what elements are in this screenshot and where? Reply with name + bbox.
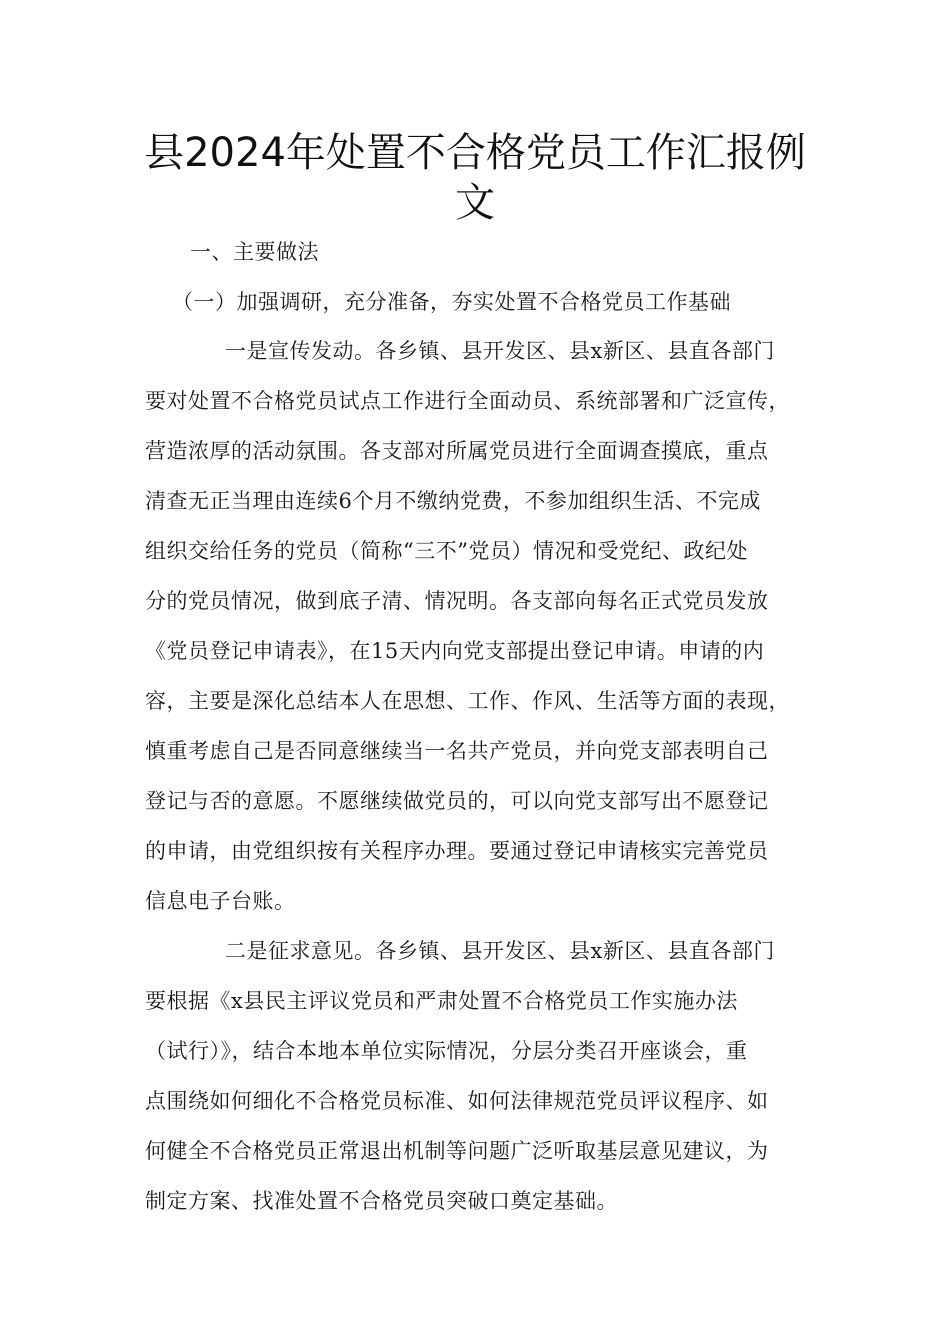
paragraph-line: 登记与否的意愿。不愿继续做党员的，可以向党支部写出不愿登记 [145,789,769,813]
paragraph-line: 慎重考虑自己是否同意继续当一名共产党员，并向党支部表明自己 [145,739,769,763]
paragraph-consultation [145,926,835,1226]
paragraph-line: 组织交给任务的党员（简称“三不”党员）情况和受党纪、政纪处 [145,539,748,563]
paragraph-line: 的申请，由党组织按有关程序办理。要通过登记申请核实完善党员 [145,839,769,863]
section-heading: 一、主要做法 [190,240,319,264]
paragraph-line: 制定方案、找准处置不合格党员突破口奠定基础。 [145,1189,618,1213]
paragraph-propaganda [145,326,835,926]
paragraph-line: 营造浓厚的活动氛围。各支部对所属党员进行全面调查摸底，重点 [145,439,769,463]
subsection-heading: （一）加强调研，充分准备，夯实处置不合格党员工作基础 [172,290,731,314]
document-title [0,128,950,228]
paragraph-line: 要根据《x县民主评议党员和严肃处置不合格党员工作实施办法 [145,989,738,1013]
paragraph-line: 《党员登记申请表》，在15天内向党支部提出登记申请。申请的内 [145,639,765,663]
paragraph-line: 分的党员情况，做到底子清、情况明。各支部向每名正式党员发放 [145,589,769,613]
paragraph-line: 容，主要是深化总结本人在思想、工作、作风、生活等方面的表现， [145,689,790,713]
title-line: 县2024年处置不合格党员工作汇报例 [144,130,806,176]
title-line: 文 [455,180,495,226]
paragraph-line: 何健全不合格党员正常退出机制等问题广泛听取基层意见建议，为 [145,1139,769,1163]
paragraph-line: 二是征求意见。各乡镇、县开发区、县x新区、县直各部门 [225,939,775,963]
paragraph-line: 清查无正当理由连续6个月不缴纳党费，不参加组织生活、不完成 [145,489,761,513]
paragraph-line: 一是宣传发动。各乡镇、县开发区、县x新区、县直各部门 [225,339,775,363]
paragraph-line: 信息电子台账。 [145,889,296,913]
paragraph-line: 要对处置不合格党员试点工作进行全面动员、系统部署和广泛宣传， [145,389,790,413]
paragraph-line: （试行）》，结合本地本单位实际情况，分层分类召开座谈会，重 [145,1039,748,1063]
paragraph-line: 点围绕如何细化不合格党员标准、如何法律规范党员评议程序、如 [145,1089,769,1113]
